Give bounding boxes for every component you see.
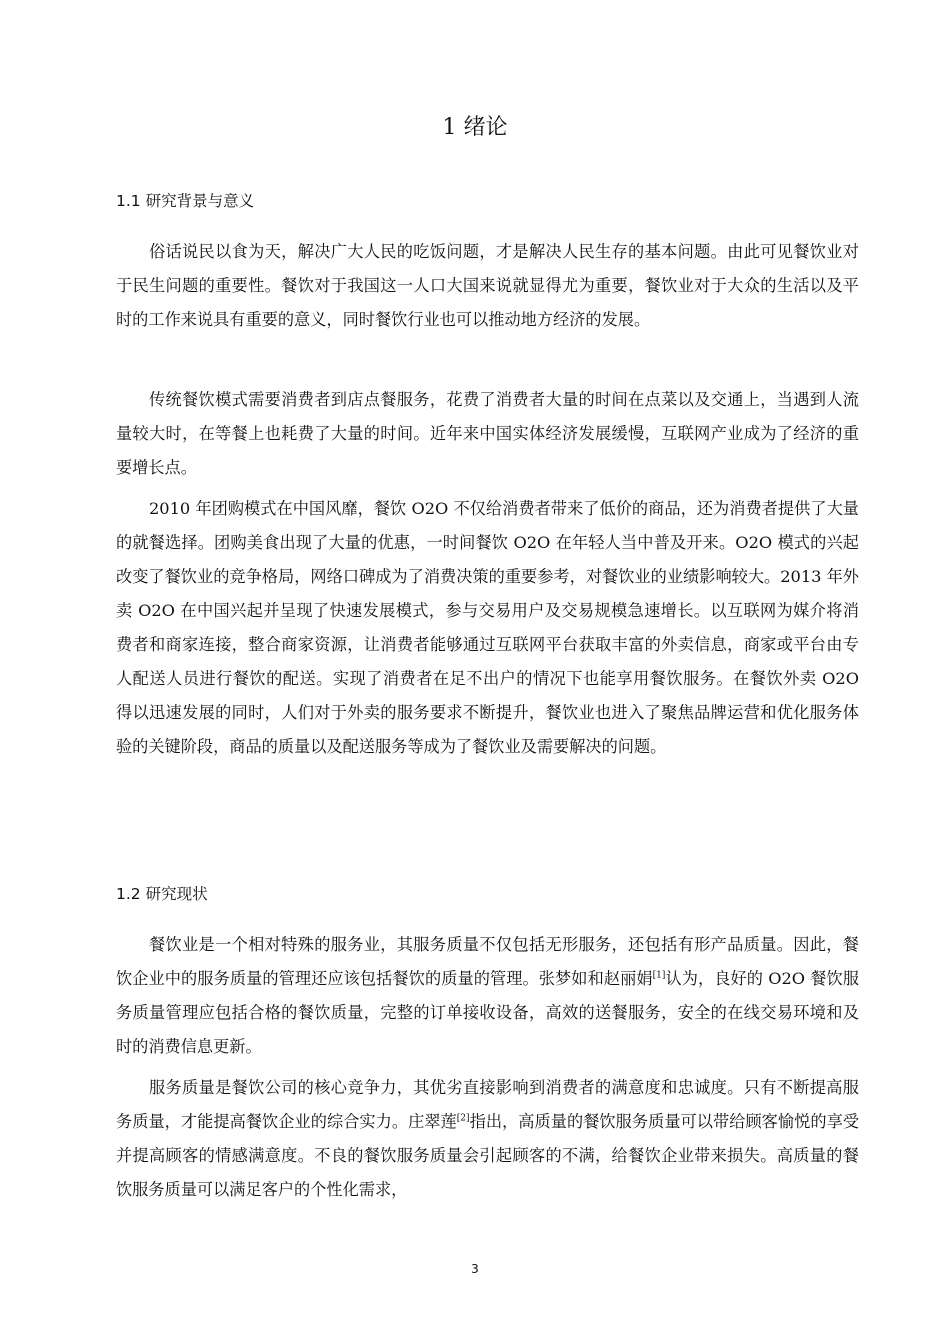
paragraph <box>116 928 859 1064</box>
section-heading-1-2: 1.2 研究现状 <box>116 885 208 903</box>
page-number: 3 <box>471 1262 479 1276</box>
citation-mark: [1] <box>652 970 666 981</box>
paragraph-text: 餐饮业是一个相对特殊的服务业，其服务质量不仅包括无形服务，还包括有形产品质量。因此，餐饮企业中的服务质量的管理还应该包括餐饮的质量的管理。张梦如和赵丽娟 <box>116 935 859 988</box>
paragraph: 2010 年团购模式在中国风靡，餐饮 O2O 不仅给消费者带来了低价的商品，还为消费者提供了大量的就餐选择。团购美食出现了大量的优惠，一时间餐饮 O2O 在年轻人当中普及开来。O2O 模式的兴起改变了餐饮业的竞争格局，网络口碑成为了消费决策的重要参考，对餐饮业的业绩影响较大。2013 年外卖 O2O 在中国兴起并呈现了快速发展模式，参与交易用户及交易规模急速增长。以互联网为媒介将消费者和商家连接，整合商家资源，让消费者能够通过互联网平台获取丰富的外卖信息，商家或平台由专人配送人员进行餐饮的配送。实现了消费者在足不出户的情况下也能享用餐饮服务。在餐饮外卖 O2O 得以迅速发展的同时，人们对于外卖的服务要求不断提升，餐饮业也进入了聚焦品牌运营和优化服务体验的关键阶段，商品的质量以及配送服务等成为了餐饮业及需要解决的问题。 <box>116 499 859 756</box>
citation-mark: [2] <box>456 1113 470 1124</box>
paragraph-text: 指出，高质量的餐饮服务质量可以带给顾客愉悦的享受并提高顾客的情感满意度。不良的餐饮服务质量会引起顾客的不满，给餐饮企业带来损失。高质量的餐饮服务质量可以满足客户的个性化需求， <box>116 1112 860 1199</box>
paragraph-text: 认为，良好的 O2O 餐饮服务质量管理应包括合格的餐饮质量，完整的订单接收设备，高效的送餐服务，安全的在线交易环境和及时的消费信息更新。 <box>116 969 860 1056</box>
paragraph-text: 服务质量是餐饮公司的核心竞争力，其优劣直接影响到消费者的满意度和忠诚度。只有不断提高服务质量，才能提高餐饮企业的综合实力。庄翠莲 <box>116 1078 859 1131</box>
chapter-title: 1 绪论 <box>442 115 508 140</box>
paragraph: 俗话说民以食为天，解决广大人民的吃饭问题，才是解决人民生存的基本问题。由此可见餐饮业对于民生问题的重要性。餐饮对于我国这一人口大国来说就显得尤为重要，餐饮业对于大众的生活以及平时的工作来说具有重要的意义，同时餐饮行业也可以推动地方经济的发展。 <box>116 242 859 329</box>
paragraph: 传统餐饮模式需要消费者到店点餐服务，花费了消费者大量的时间在点菜以及交通上，当遇到人流量较大时，在等餐上也耗费了大量的时间。近年来中国实体经济发展缓慢，互联网产业成为了经济的重要增长点。 <box>116 390 859 477</box>
section-heading-1-1: 1.1 研究背景与意义 <box>116 192 255 210</box>
paragraph <box>116 1071 859 1207</box>
